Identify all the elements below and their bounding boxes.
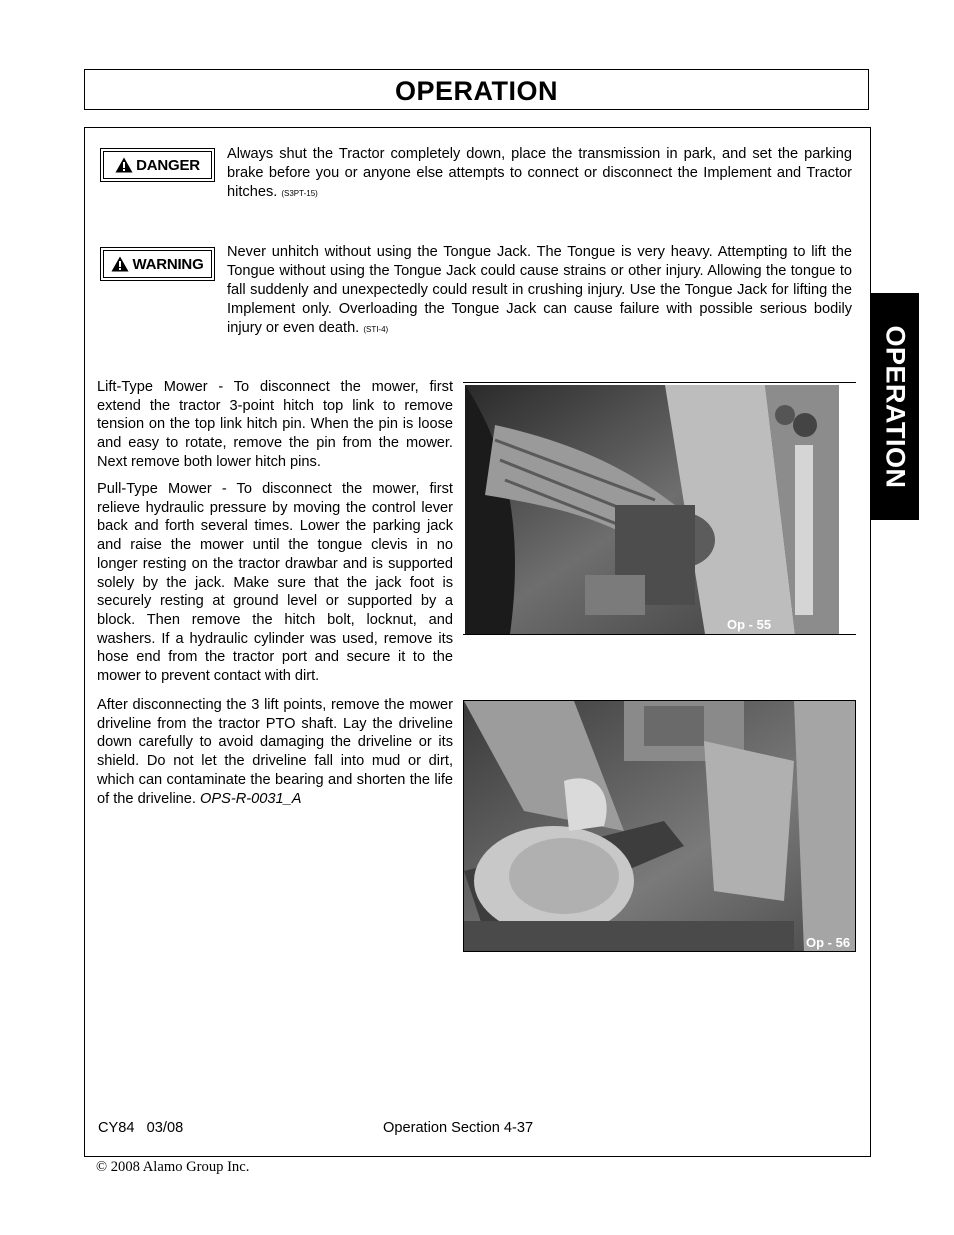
driveline-text: After disconnecting the 3 lift points, remove the mower driveline from the tractor PTO shaft. Lay the driveline down carefully to avoid damaging the driveline or its shield. Do not let the driveline fall into mud or dirt, which can contaminate the bearing and shorten the life of the driveline. [97,697,453,807]
danger-label: DANGER [136,156,200,174]
warning-triangle-icon [115,157,133,173]
warning-text: Never unhitch without using the Tongue Jack. The Tongue is very heavy. Attempting to lift the Tongue without using the Tongue Jack could cause strains or other injury. Allowing the tongue to fall suddenly and unexpectedly could result in crushing injury. Use the Tongue Jack for lifting the Implement only. Overloading the Tongue Jack can cause failure with possible serious bodily injury or even death. [227,244,852,336]
driveline-paragraph [97,696,453,808]
danger-notice [227,145,852,203]
side-tab-label: OPERATION [880,324,910,489]
warning-notice [227,243,852,339]
photo-caption: Op - 56 [806,935,851,950]
header-box [84,69,869,110]
section-side-tab [870,293,919,520]
photo-bottom-rule [463,634,856,635]
lift-type-paragraph: Lift-Type Mower - To disconnect the mower, first extend the tractor 3-point hitch top link to remove tension on the top link hitch pin. When the pin is loose and easy to rotate, remove the pin from the mower. Next remove both lower hitch pins. [97,379,453,470]
warning-sign [100,247,215,281]
copyright: © 2008 Alamo Group Inc. [96,1159,250,1175]
warning-triangle-icon [111,256,129,272]
danger-text: Always shut the Tractor completely down, place the transmission in park, and set the parking brake before you or anyone else attempts to connect or disconnect the Implement and Tractor hitches. [227,146,852,200]
footer-model-date: CY84 03/08 [98,1120,184,1136]
driveline-photo-image [464,701,855,951]
page-title: OPERATION [394,76,558,106]
pull-type-paragraph: Pull-Type Mower - To disconnect the mower, first relieve hydraulic pressure by moving the control lever back and forth several times. Lower the parking jack and raise the mower until the tongue clevis in no longer resting on the tractor drawbar and is supported solely by the jack. Make sure that the jack foot is securely resting at ground level or supported by a block. Then remove the hitch bolt, locknut, and washers. If a hydraulic cylinder was used, remove its hose end from the tractor port and secure it to the mower to prevent contact with dirt. [97,481,453,685]
hitch-photo [465,385,839,634]
warning-label: WARNING [132,255,204,273]
photo-top-rule [463,382,856,383]
photo-caption: Op - 55 [727,617,772,632]
driveline-code: OPS-R-0031_A [200,790,302,807]
hitch-photo-image [465,385,839,634]
danger-code: (S3PT-15) [281,189,318,198]
driveline-photo [463,700,856,952]
footer-section: Operation Section 4-37 [383,1120,534,1136]
warning-code: (STI-4) [363,325,389,334]
danger-sign [100,148,215,182]
